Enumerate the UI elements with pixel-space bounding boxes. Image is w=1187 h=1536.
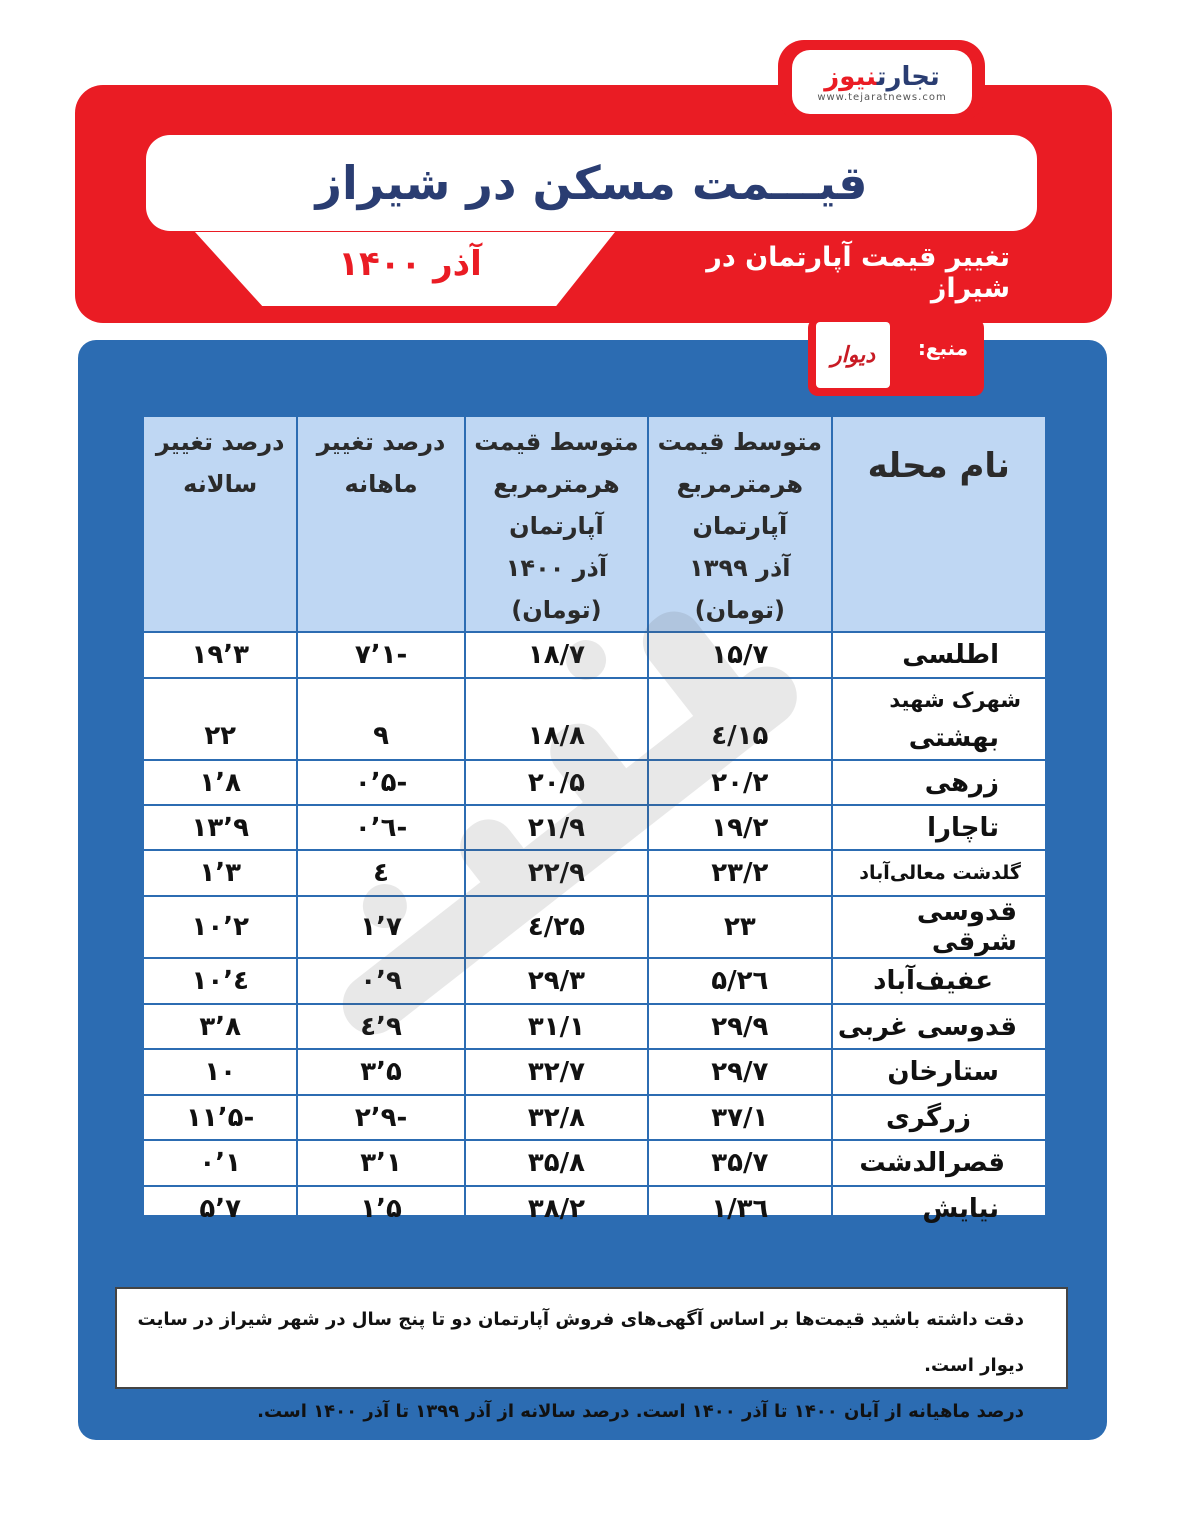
price-1400: ۲۱/۹ [465, 805, 648, 850]
brand-logo[interactable] [792, 50, 972, 114]
brand-url: www.tejaratnews.com [817, 91, 947, 103]
neighborhood-name: عفیف‌آباد [832, 958, 1046, 1004]
header-neighborhood: نام محله [832, 416, 1046, 632]
yearly-change: ۵٬۷ [143, 1186, 297, 1232]
price-1399: ۲۰/۲ [648, 760, 831, 805]
price-1400: ۳۵/۸ [465, 1140, 648, 1186]
header-line: آذر ۱۴۰۰ [505, 554, 608, 582]
price-1400: ۳۲/۷ [465, 1049, 648, 1095]
neighborhood-name-line: بهشتی [908, 723, 999, 753]
table-row [143, 958, 1046, 1004]
header-line: متوسط قیمت [657, 428, 823, 456]
neighborhood-name: نیایش [832, 1186, 1046, 1232]
price-1399: ۱۵/۷ [648, 632, 831, 678]
price-1400: ۳۲/۸ [465, 1095, 648, 1140]
yearly-change: ۰٬۱ [143, 1140, 297, 1186]
header-line: سالانه [183, 470, 258, 498]
table-row [143, 1095, 1046, 1140]
brand-name [824, 62, 940, 92]
header-line: آذر ۱۳۹۹ [689, 554, 791, 582]
monthly-change: ۹ [297, 678, 464, 760]
neighborhood-name: قصرالدشت [832, 1140, 1046, 1186]
brand-name-part1: تجارت [876, 61, 940, 92]
table-row [143, 1004, 1046, 1049]
yearly-change: ۱٬۳ [143, 850, 297, 896]
notes-box [115, 1287, 1068, 1422]
price-1400: ۲۲/۹ [465, 850, 648, 896]
header-line: (تومان) [694, 596, 786, 624]
price-table-container [142, 415, 1047, 1224]
monthly-change: ۳٬۱ [297, 1140, 464, 1186]
neighborhood-name: قدوسی شرقی [832, 896, 1046, 958]
table-row [143, 632, 1046, 678]
yearly-change: ۱۹٬۳ [143, 632, 297, 678]
monthly-change: ۱٬۵ [297, 1186, 464, 1232]
price-1400: ۳۸/۲ [465, 1186, 648, 1232]
header-line: درصد تغییر [155, 428, 285, 456]
monthly-change: ۳٬۵ [297, 1049, 464, 1095]
monthly-change: -۲٬۹ [297, 1095, 464, 1140]
yearly-change: -۱۱٬۵ [143, 1095, 297, 1140]
price-1399: ۳۷/۱ [648, 1095, 831, 1140]
yearly-change: ۱٬۸ [143, 760, 297, 805]
yearly-change: ۱۰ [143, 1049, 297, 1095]
page-subtitle: تغییر قیمت آپارتمان در شیراز [706, 242, 1010, 304]
header-line: ماهانه [344, 470, 418, 498]
header-line: هرمترمربع [493, 470, 620, 498]
header-line: (تومان) [511, 596, 602, 624]
price-1399: ۳٦/۱ [648, 1186, 831, 1232]
table-row [143, 850, 1046, 896]
header-price-1399 [648, 416, 831, 632]
note-line: درصد ماهیانه از آبان ۱۴۰۰ تا آذر ۱۴۰۰ است. درصد سالانه از آذر ۱۳۹۹ تا آذر ۱۴۰۰ است. [257, 1401, 1024, 1422]
price-1400: ۲۹/۳ [465, 958, 648, 1004]
header-line: متوسط قیمت [474, 428, 639, 456]
neighborhood-name: تاچارا [832, 805, 1046, 850]
title-box [146, 135, 1037, 231]
header-line: آپارتمان [509, 512, 604, 540]
price-1399: ۱۹/۲ [648, 805, 831, 850]
header-line: هرمترمربع [676, 470, 804, 498]
monthly-change: -۰٬٦ [297, 805, 464, 850]
header-monthly-change [297, 416, 464, 632]
price-1399: ۲۳ [648, 896, 831, 958]
neighborhood-name-line: شهرک شهید [889, 688, 1021, 712]
table-row [143, 678, 1046, 760]
yearly-change: ۱۰٬٤ [143, 958, 297, 1004]
header-line: آپارتمان [692, 512, 788, 540]
header-yearly-change [143, 416, 297, 632]
price-table [142, 415, 1047, 1233]
monthly-change: ٤٬۹ [297, 1004, 464, 1049]
brand-name-part2: نیوز [824, 61, 877, 92]
price-1400: ۱۸/۷ [465, 632, 648, 678]
monthly-change: ٤ [297, 850, 464, 896]
monthly-change: ۰٬۹ [297, 958, 464, 1004]
price-1400: ۳۱/۱ [465, 1004, 648, 1049]
source-label: منبع: [917, 336, 969, 360]
table-row [143, 760, 1046, 805]
neighborhood-name: گلدشت معالی‌آباد [832, 850, 1046, 896]
price-1400: ۲۵/٤ [465, 896, 648, 958]
price-1400: ۲۰/۵ [465, 760, 648, 805]
price-1399: ۲۳/۲ [648, 850, 831, 896]
neighborhood-name: ستارخان [832, 1049, 1046, 1095]
divar-logo[interactable]: دیوار [816, 322, 890, 388]
price-1399: ۱۵/٤ [648, 678, 831, 760]
table-header-row [143, 416, 1046, 632]
yearly-change: ۳٬۸ [143, 1004, 297, 1049]
price-1400: ۱۸/۸ [465, 678, 648, 760]
monthly-change: -۷٬۱ [297, 632, 464, 678]
table-row [143, 1186, 1046, 1232]
neighborhood-name: قدوسی غربی [832, 1004, 1046, 1049]
price-1399: ۳۵/۷ [648, 1140, 831, 1186]
header-price-1400 [465, 416, 648, 632]
yearly-change: ۲۲ [143, 678, 297, 760]
table-row [143, 1140, 1046, 1186]
yearly-change: ۱۳٬۹ [143, 805, 297, 850]
neighborhood-name: زرگری [832, 1095, 1046, 1140]
report-date: آذر ۱۴۰۰ [338, 244, 482, 284]
price-1399: ۲٦/۵ [648, 958, 831, 1004]
price-1399: ۲۹/۹ [648, 1004, 831, 1049]
note-line: دقت داشته باشید قیمت‌ها بر اساس آگهی‌های فروش آپارتمان دو تا پنج سال در شهر شیراز در سایت دیوار است. [137, 1309, 1024, 1376]
table-row [143, 805, 1046, 850]
monthly-change: ۱٬۷ [297, 896, 464, 958]
neighborhood-name [832, 678, 1046, 760]
header-line: درصد تغییر [316, 428, 446, 456]
monthly-change: -۰٬۵ [297, 760, 464, 805]
neighborhood-name: اطلسی [832, 632, 1046, 678]
neighborhood-name: زرهی [832, 760, 1046, 805]
yearly-change: ۱۰٬۲ [143, 896, 297, 958]
price-1399: ۲۹/۷ [648, 1049, 831, 1095]
table-row [143, 896, 1046, 958]
page-title: قیـــمت مسکن در شیراز [315, 156, 868, 210]
table-row [143, 1049, 1046, 1095]
